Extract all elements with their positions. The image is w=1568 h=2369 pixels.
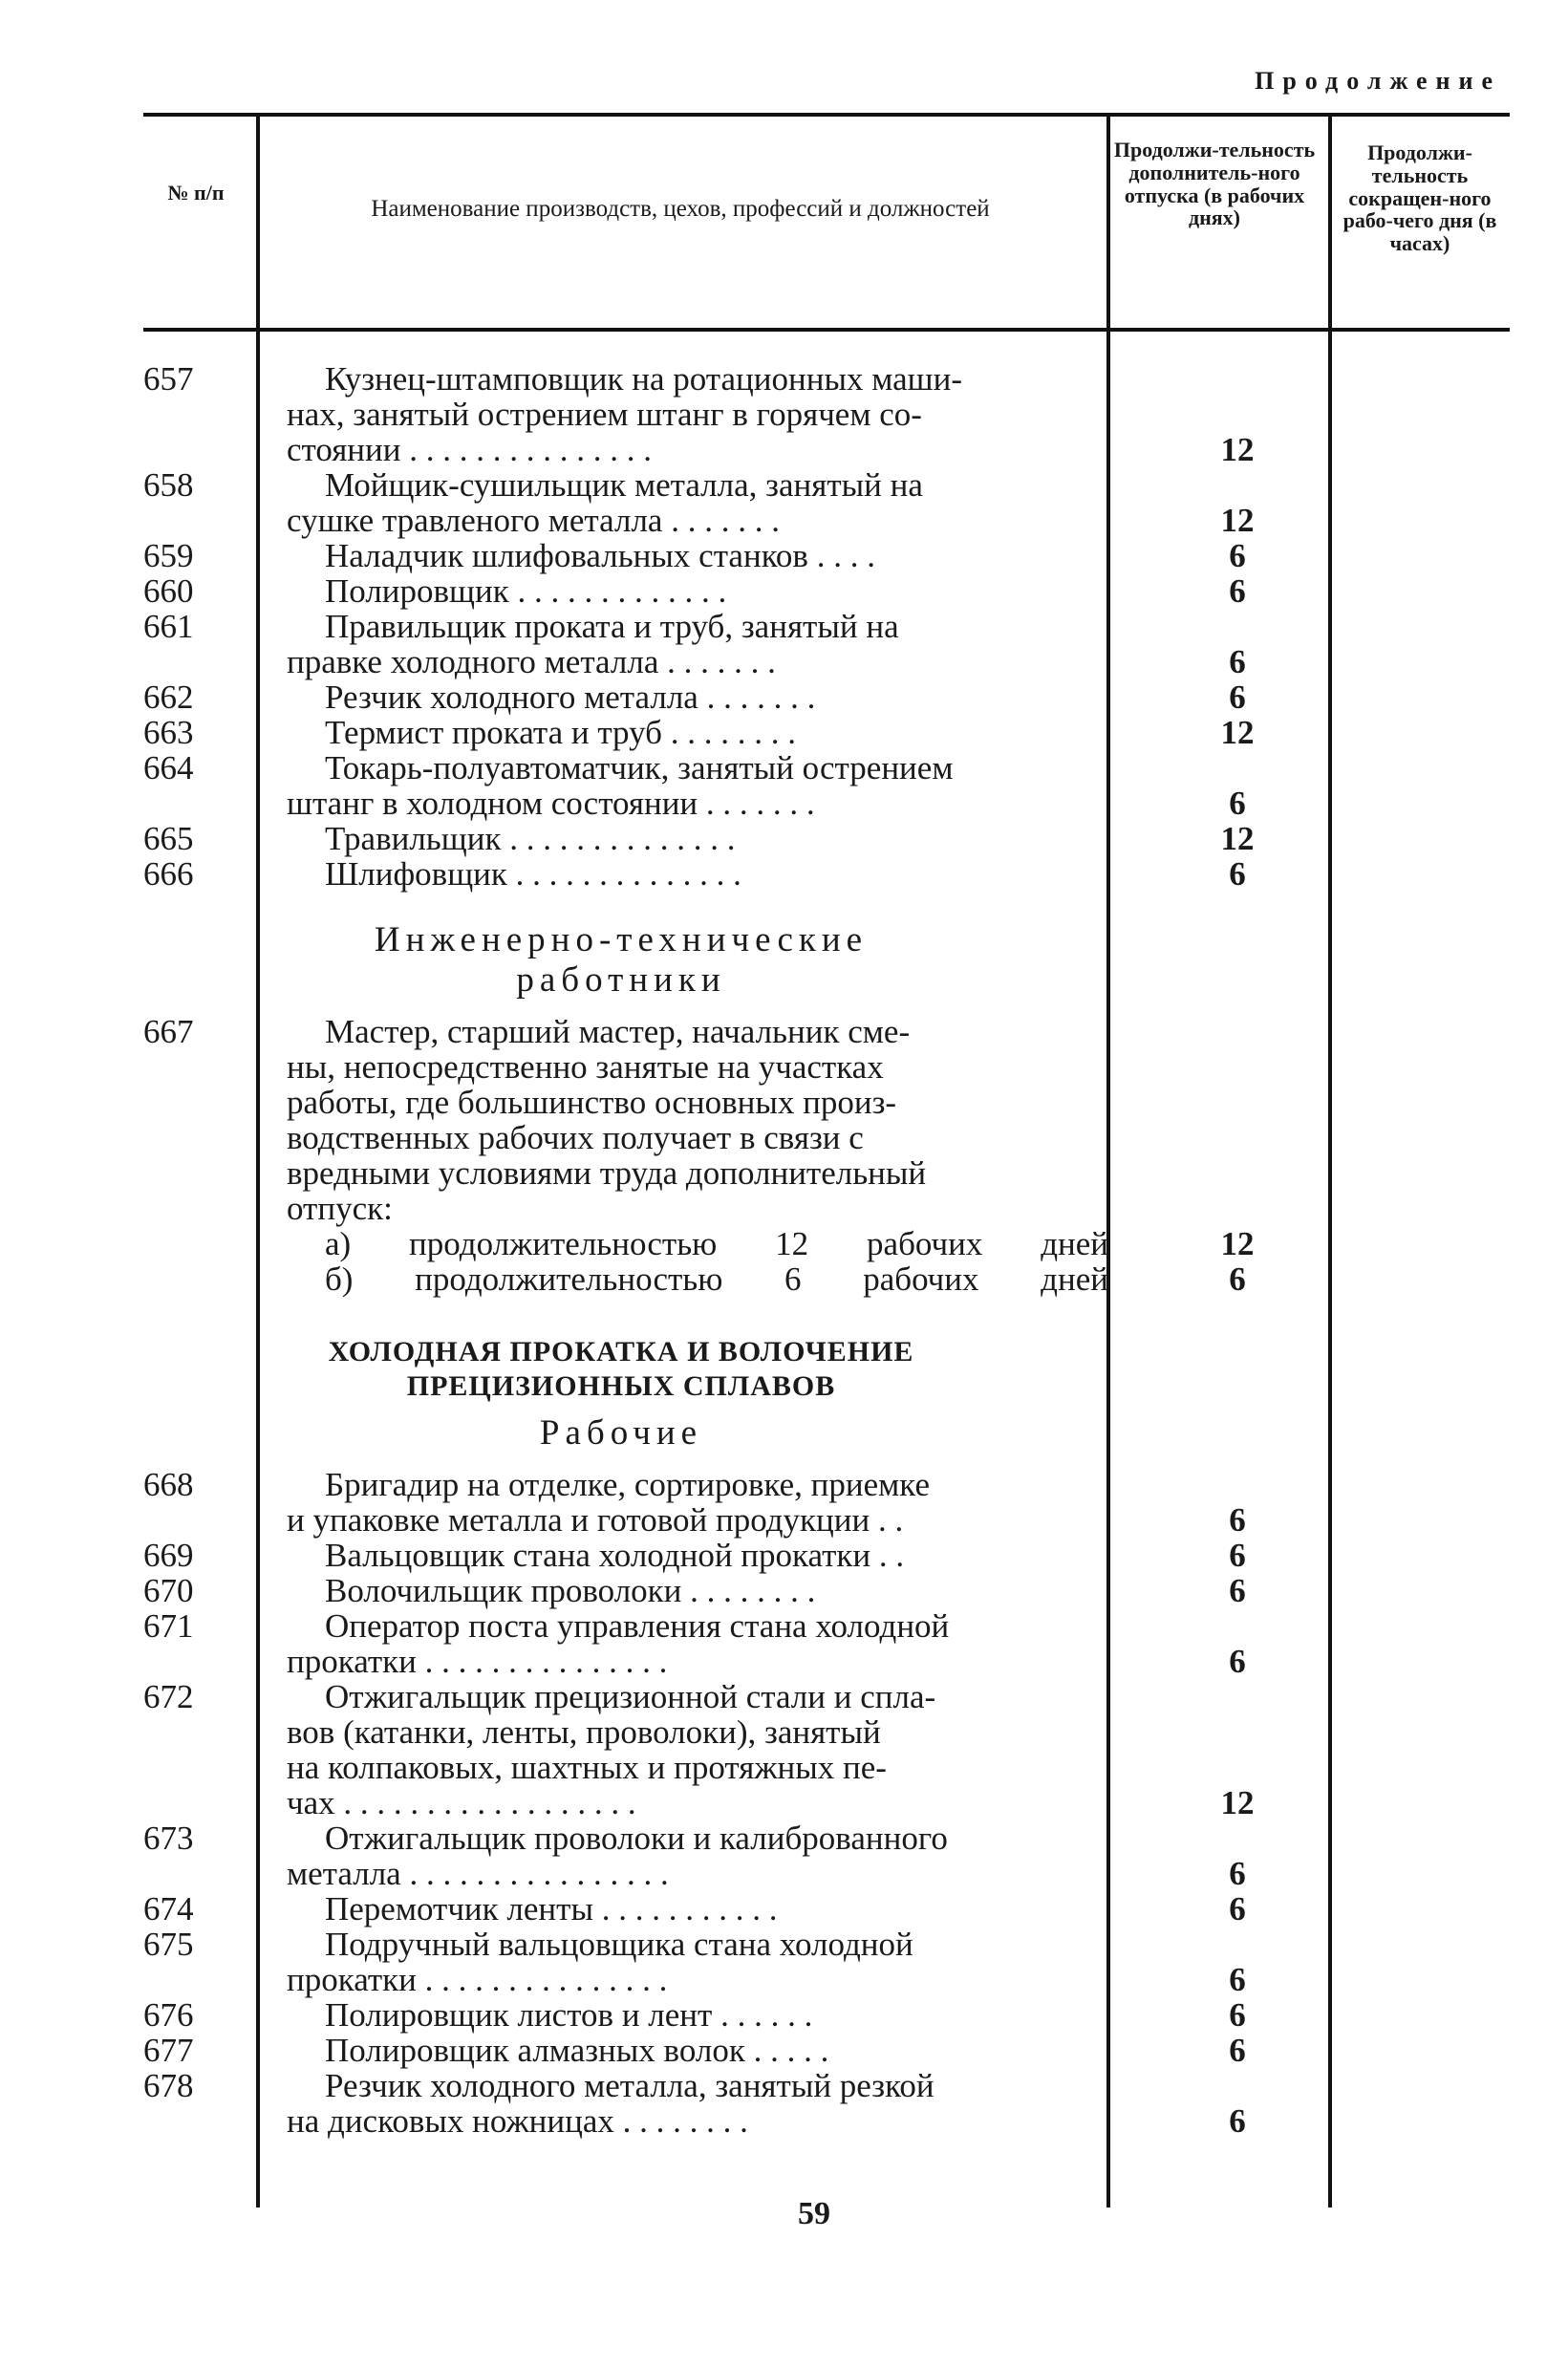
row-name-line: Кузнец-штамповщик на ротационных маши- bbox=[325, 360, 963, 398]
row-name bbox=[287, 1679, 1108, 1820]
table-row bbox=[143, 1608, 1510, 1679]
row-name bbox=[287, 467, 1108, 538]
row-short-day bbox=[1338, 1573, 1510, 1608]
row-name-line: Термист проката и труб . . . . . . . . bbox=[325, 714, 796, 751]
row-number: 674 bbox=[143, 1890, 194, 1928]
row-leave-days: 6 bbox=[1229, 678, 1246, 716]
row-short-day bbox=[1338, 1226, 1510, 1261]
row-name bbox=[287, 361, 1108, 467]
row-leave-days: 12 bbox=[1220, 431, 1255, 468]
section-heading-itr-line2: работники bbox=[516, 960, 726, 1000]
table-row bbox=[143, 1014, 1510, 1226]
row-leave-days: 6 bbox=[1229, 1890, 1246, 1928]
table-row bbox=[143, 715, 1510, 750]
row-number: 677 bbox=[143, 2032, 194, 2069]
row-name-line: чах . . . . . . . . . . . . . . . . . . bbox=[287, 1784, 636, 1821]
row-number: 664 bbox=[143, 749, 194, 786]
table-row bbox=[143, 856, 1510, 892]
table-row bbox=[143, 609, 1510, 679]
row-leave-days: 12 bbox=[1220, 714, 1255, 751]
section-heading-itr bbox=[143, 920, 1099, 1001]
table-row bbox=[143, 2033, 1510, 2068]
row-name-line: вредными условиями труда дополнительный bbox=[287, 1154, 927, 1192]
row-short-day bbox=[1338, 573, 1510, 609]
row-name-line: прокатки . . . . . . . . . . . . . . . bbox=[287, 1643, 668, 1680]
table-row bbox=[143, 1997, 1510, 2033]
row-short-day bbox=[1338, 1261, 1510, 1297]
row-name bbox=[287, 538, 1108, 573]
row-leave-days: 6 bbox=[1229, 1996, 1246, 2034]
row-name-line: нах, занятый острением штанг в горячем со- bbox=[287, 396, 922, 433]
header-top-rule bbox=[143, 113, 1510, 117]
row-name bbox=[287, 2068, 1108, 2139]
row-number: 658 bbox=[143, 466, 194, 504]
row-number: 676 bbox=[143, 1996, 194, 2034]
row-name-line: Резчик холодного металла . . . . . . . bbox=[325, 678, 816, 716]
row-name bbox=[287, 573, 1108, 609]
row-name-line: на дисковых ножницах . . . . . . . . bbox=[287, 2102, 748, 2140]
row-short-day bbox=[1338, 856, 1510, 892]
subrow-text: а) продолжительностью 12 рабочих дней bbox=[325, 1225, 1108, 1262]
row-number: 678 bbox=[143, 2067, 194, 2104]
row-name-line: Токарь-полуавтоматчик, занятый острением bbox=[325, 749, 954, 786]
row-name bbox=[287, 1467, 1108, 1538]
row-leave-days: 6 bbox=[1229, 2102, 1246, 2140]
row-name bbox=[287, 609, 1108, 679]
row-name-line: Травильщик . . . . . . . . . . . . . . bbox=[325, 820, 736, 857]
section-heading-cold-line1: ХОЛОДНАЯ ПРОКАТКА И ВОЛОЧЕНИЕ bbox=[328, 1336, 914, 1368]
row-number: 659 bbox=[143, 537, 194, 574]
table-row bbox=[143, 1927, 1510, 1997]
table-row bbox=[143, 1679, 1510, 1820]
continuation-label: Продолжение bbox=[1255, 67, 1501, 95]
row-name-line: Мастер, старший мастер, начальник сме- bbox=[325, 1013, 911, 1050]
table-row bbox=[143, 573, 1510, 609]
row-number: 672 bbox=[143, 1678, 194, 1715]
row-short-day bbox=[1338, 1467, 1510, 1538]
row-number: 657 bbox=[143, 360, 194, 398]
row-short-day bbox=[1338, 1891, 1510, 1927]
row-leave-days: 12 bbox=[1220, 820, 1255, 857]
row-number bbox=[143, 1261, 248, 1297]
row-leave-days: 12 bbox=[1220, 502, 1255, 539]
row-number: 663 bbox=[143, 714, 194, 751]
row-name-line: на колпаковых, шахтных и протяжных пе- bbox=[287, 1749, 887, 1786]
table-row bbox=[143, 1573, 1510, 1608]
table-row bbox=[143, 361, 1510, 467]
row-leave-days: 6 bbox=[1229, 1572, 1246, 1609]
row-number: 668 bbox=[143, 1466, 194, 1503]
row-short-day bbox=[1338, 821, 1510, 856]
row-name-line: водственных рабочих получает в связи с bbox=[287, 1119, 864, 1156]
row-number: 661 bbox=[143, 608, 194, 645]
row-short-day bbox=[1338, 679, 1510, 715]
row-number: 670 bbox=[143, 1572, 194, 1609]
row-short-day bbox=[1338, 2068, 1510, 2139]
row-name-line: Подручный вальцовщика стана холодной bbox=[325, 1926, 913, 1963]
row-name-line: Оператор поста управления стана холодной bbox=[325, 1607, 950, 1645]
row-name-line: ны, непосредственно занятые на участках bbox=[287, 1048, 884, 1086]
table-row bbox=[143, 1538, 1510, 1573]
row-short-day bbox=[1338, 361, 1510, 467]
row-short-day bbox=[1338, 609, 1510, 679]
row-leave-days: 6 bbox=[1229, 1501, 1246, 1539]
row-name-line: Вальцовщик стана холодной прокатки . . bbox=[325, 1537, 905, 1574]
row-name bbox=[287, 856, 1108, 892]
row-name-line: Полировщик алмазных волок . . . . . bbox=[325, 2032, 829, 2069]
row-name-line: Перемотчик ленты . . . . . . . . . . . bbox=[325, 1890, 778, 1928]
row-number: 660 bbox=[143, 572, 194, 610]
row-name-line: правке холодного металла . . . . . . . bbox=[287, 643, 776, 680]
table-row bbox=[143, 2068, 1510, 2139]
row-name bbox=[287, 679, 1108, 715]
section-heading-workers: Рабочие bbox=[539, 1413, 703, 1453]
row-name bbox=[287, 1997, 1108, 2033]
row-leave-days: 6 bbox=[1229, 1961, 1246, 1998]
table-row bbox=[143, 1891, 1510, 1927]
row-short-day bbox=[1338, 1927, 1510, 1997]
table-row bbox=[143, 821, 1510, 856]
section-heading-itr-line1: Инженерно-технические bbox=[374, 920, 869, 959]
table-subrow bbox=[143, 1261, 1510, 1297]
row-name-line: Отжигальщик проволоки и калиброванного bbox=[325, 1820, 948, 1857]
row-short-day bbox=[1338, 1014, 1510, 1226]
row-name bbox=[287, 1820, 1108, 1891]
row-short-day bbox=[1338, 715, 1510, 750]
row-name-line: Полировщик листов и лент . . . . . . bbox=[325, 1996, 813, 2034]
row-number: 662 bbox=[143, 678, 194, 716]
table-body bbox=[143, 361, 1510, 2139]
row-short-day bbox=[1338, 1538, 1510, 1573]
row-leave-days: 6 bbox=[1229, 2032, 1246, 2069]
row-name-line: Шлифовщик . . . . . . . . . . . . . . bbox=[325, 855, 741, 893]
row-leave-days: 6 bbox=[1229, 537, 1246, 574]
row-leave-days: 6 bbox=[1229, 1643, 1246, 1680]
header-name: Наименование производств, цехов, профессий и должностей bbox=[371, 196, 990, 222]
row-number: 665 bbox=[143, 820, 194, 857]
row-name-line: работы, где большинство основных произ- bbox=[287, 1084, 897, 1121]
row-number: 673 bbox=[143, 1820, 194, 1857]
row-name bbox=[287, 715, 1108, 750]
subrow-text: б) продолжительностью 6 рабочих дней bbox=[325, 1260, 1108, 1298]
row-name-line: стоянии . . . . . . . . . . . . . . . bbox=[287, 431, 652, 468]
table-row bbox=[143, 467, 1510, 538]
row-leave-days: 6 bbox=[1229, 1855, 1246, 1892]
row-name-line: Отжигальщик прецизионной стали и спла- bbox=[325, 1678, 936, 1715]
table-row bbox=[143, 538, 1510, 573]
row-short-day bbox=[1338, 1608, 1510, 1679]
row-name-line: Полировщик . . . . . . . . . . . . . bbox=[325, 572, 727, 610]
table-row bbox=[143, 679, 1510, 715]
section-heading-cold-rolling bbox=[143, 1335, 1099, 1404]
row-short-day bbox=[1338, 467, 1510, 538]
row-leave-days: 12 bbox=[1220, 1225, 1255, 1262]
row-short-day bbox=[1338, 1679, 1510, 1820]
row-name-line: Бригадир на отделке, сортировке, приемке bbox=[325, 1466, 930, 1503]
row-leave-days: 6 bbox=[1229, 785, 1246, 822]
row-name-line: Мойщик-сушильщик металла, занятый на bbox=[325, 466, 923, 504]
row-name-line: металла . . . . . . . . . . . . . . . . bbox=[287, 1855, 669, 1892]
row-short-day bbox=[1338, 1997, 1510, 2033]
row-name bbox=[287, 1608, 1108, 1679]
row-name bbox=[287, 2033, 1108, 2068]
row-name bbox=[287, 1014, 1108, 1226]
row-leave-days: 6 bbox=[1229, 1260, 1246, 1298]
row-name bbox=[287, 821, 1108, 856]
row-number: 675 bbox=[143, 1926, 194, 1963]
table-row bbox=[143, 1467, 1510, 1538]
rows-group-b bbox=[143, 1467, 1510, 2139]
row-name bbox=[287, 1927, 1108, 1997]
row-name-line: прокатки . . . . . . . . . . . . . . . bbox=[287, 1961, 668, 1998]
row-leave-days: 6 bbox=[1229, 643, 1246, 680]
row-short-day bbox=[1338, 538, 1510, 573]
table-subrow bbox=[143, 1226, 1510, 1261]
row-name bbox=[287, 1891, 1108, 1927]
header-bottom-rule bbox=[143, 328, 1510, 332]
row-number: 671 bbox=[143, 1607, 194, 1645]
row-leave-days: 12 bbox=[1220, 1784, 1255, 1821]
row-name-line: Правильщик проката и труб, занятый на bbox=[325, 608, 899, 645]
header-num: № п/п bbox=[167, 181, 225, 205]
table-row bbox=[143, 1820, 1510, 1891]
row-number bbox=[143, 1226, 248, 1261]
page-number: 59 bbox=[798, 2196, 830, 2231]
row-leave-days: 6 bbox=[1229, 572, 1246, 610]
row-leave-days: 6 bbox=[1229, 855, 1246, 893]
row-name-line: Волочильщик проволоки . . . . . . . . bbox=[325, 1572, 816, 1609]
header-leave: Продолжи-тельность дополнитель-ного отпуска (в рабочих днях) bbox=[1113, 138, 1316, 230]
table-row bbox=[143, 750, 1510, 821]
row-leave-days: 6 bbox=[1229, 1537, 1246, 1574]
row-name-line: Наладчик шлифовальных станков . . . . bbox=[325, 537, 875, 574]
row-name-line: Резчик холодного металла, занятый резкой bbox=[325, 2067, 934, 2104]
row-name-line: вов (катанки, ленты, проволоки), занятый bbox=[287, 1713, 881, 1751]
row-name bbox=[287, 750, 1108, 821]
row-name-line: штанг в холодном состоянии . . . . . . . bbox=[287, 785, 815, 822]
row-short-day bbox=[1338, 750, 1510, 821]
row-667-group bbox=[143, 1014, 1510, 1297]
row-number: 669 bbox=[143, 1537, 194, 1574]
header-short-day: Продолжи-тельность сокращен-ного рабо-чего дня (в часах) bbox=[1342, 140, 1497, 255]
row-name bbox=[287, 1538, 1108, 1573]
rows-group-a bbox=[143, 361, 1510, 892]
row-short-day bbox=[1338, 2033, 1510, 2068]
row-number: 666 bbox=[143, 855, 194, 893]
row-name bbox=[287, 1573, 1108, 1608]
section-heading-cold-line2: ПРЕЦИЗИОННЫХ СПЛАВОВ bbox=[406, 1370, 836, 1402]
row-short-day bbox=[1338, 1820, 1510, 1891]
row-number: 667 bbox=[143, 1013, 194, 1050]
row-name-line: и упаковке металла и готовой продукции . . bbox=[287, 1501, 904, 1539]
row-name-line: отпуск: bbox=[287, 1190, 393, 1227]
row-name-line: сушке травленого металла . . . . . . . bbox=[287, 502, 780, 539]
